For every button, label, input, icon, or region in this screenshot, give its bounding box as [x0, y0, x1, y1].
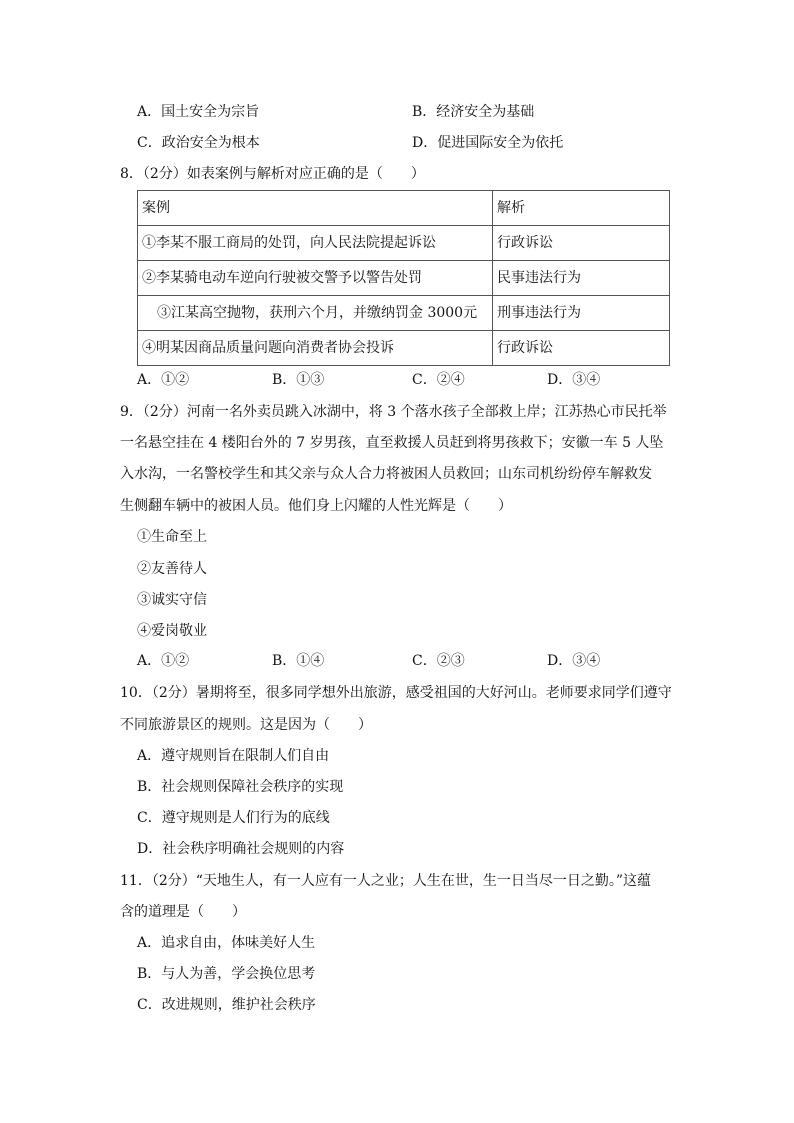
q9-stem-line: 入水沟，一名警校学生和其父亲与众人合力将被困人员救回；山东司机纷纷停车解救发 [120, 466, 652, 482]
table-cell-case: ④明某因商品质量问题向消费者协会投诉 [138, 331, 493, 366]
q10-stem-line: 10．（2分）暑期将至，很多同学想外出旅游，感受祖国的大好河山。老师要求同学们遵守 [120, 685, 672, 701]
table-cell-case: ①李某不服工商局的处罚，向人民法院提起诉讼 [138, 226, 493, 261]
table-cell-analysis: 民事违法行为 [493, 261, 670, 296]
q8-option-c: C．②④ [412, 372, 465, 388]
q11-option-b: B．与人为善，学会换位思考 [137, 966, 316, 982]
q9-statement-3: ③诚实守信 [137, 592, 207, 608]
table-header-row [138, 191, 670, 226]
q11-option-c: C．改进规则，维护社会秩序 [137, 997, 316, 1013]
q10-stem-line: 不同旅游景区的规则。这是因为（ ） [120, 717, 372, 733]
q9-statement-1: ①生命至上 [137, 529, 207, 545]
table-row [138, 261, 670, 296]
q9-statement-4: ④爱岗敬业 [137, 623, 207, 639]
q9-stem-line: 一名悬空挂在 4 楼阳台外的 7 岁男孩，直至救援人员赶到将男孩救下；安徽一车 5 人坠 [120, 435, 664, 451]
q9-statement-2: ②友善待人 [137, 561, 207, 577]
q9-stem-line: 9．（2分）河南一名外卖员跳入冰湖中，将 3 个落水孩子全部救上岸；江苏热心市民托举 [120, 404, 667, 420]
table-header-analysis: 解析 [493, 191, 670, 226]
table-row [138, 331, 670, 366]
q7-option-b: B．经济安全为基础 [412, 104, 535, 120]
q7-option-a: A．国土安全为宗旨 [137, 104, 260, 120]
q9-option-c: C．②③ [412, 653, 465, 669]
table-cell-case: ③江某高空抛物，获刑六个月，并缴纳罚金 3000元 [138, 296, 493, 331]
q8-option-b: B．①③ [272, 372, 325, 388]
q11-stem-line: 11．（2分）“天地生人，有一人应有一人之业；人生在世，生一日当尽一日之勤。”这蕴 [120, 873, 652, 889]
q10-option-d: D．社会秩序明确社会规则的内容 [137, 841, 345, 857]
table-cell-analysis: 刑事违法行为 [493, 296, 670, 331]
table-header-case: 案例 [138, 191, 493, 226]
q9-option-b: B．①④ [272, 653, 325, 669]
q11-option-a: A．追求自由，体味美好人生 [137, 935, 316, 951]
q11-stem-line: 含的道理是（ ） [120, 904, 246, 920]
q10-option-c: C．遵守规则是人们行为的底线 [137, 810, 330, 826]
q8-option-a: A．①② [137, 372, 190, 388]
q8-option-d: D．③④ [547, 372, 601, 388]
q7-option-c: C．政治安全为根本 [137, 135, 260, 151]
q8-stem: 8．（2分）如表案例与解析对应正确的是（ ） [120, 166, 425, 182]
table-cell-analysis: 行政诉讼 [493, 226, 670, 261]
table-cell-analysis: 行政诉讼 [493, 331, 670, 366]
q8-case-table [137, 190, 670, 366]
table-row [138, 296, 670, 331]
q9-stem-line: 生侧翻车辆中的被困人员。他们身上闪耀的人性光辉是（ ） [120, 498, 512, 514]
q7-option-d: D．促进国际安全为依托 [412, 135, 564, 151]
q9-option-d: D．③④ [547, 653, 601, 669]
q9-option-a: A．①② [137, 653, 190, 669]
table-cell-case: ②李某骑电动车逆向行驶被交警予以警告处罚 [138, 261, 493, 296]
q10-option-b: B．社会规则保障社会秩序的实现 [137, 779, 344, 795]
table-row [138, 226, 670, 261]
q10-option-a: A．遵守规则旨在限制人们自由 [137, 748, 330, 764]
